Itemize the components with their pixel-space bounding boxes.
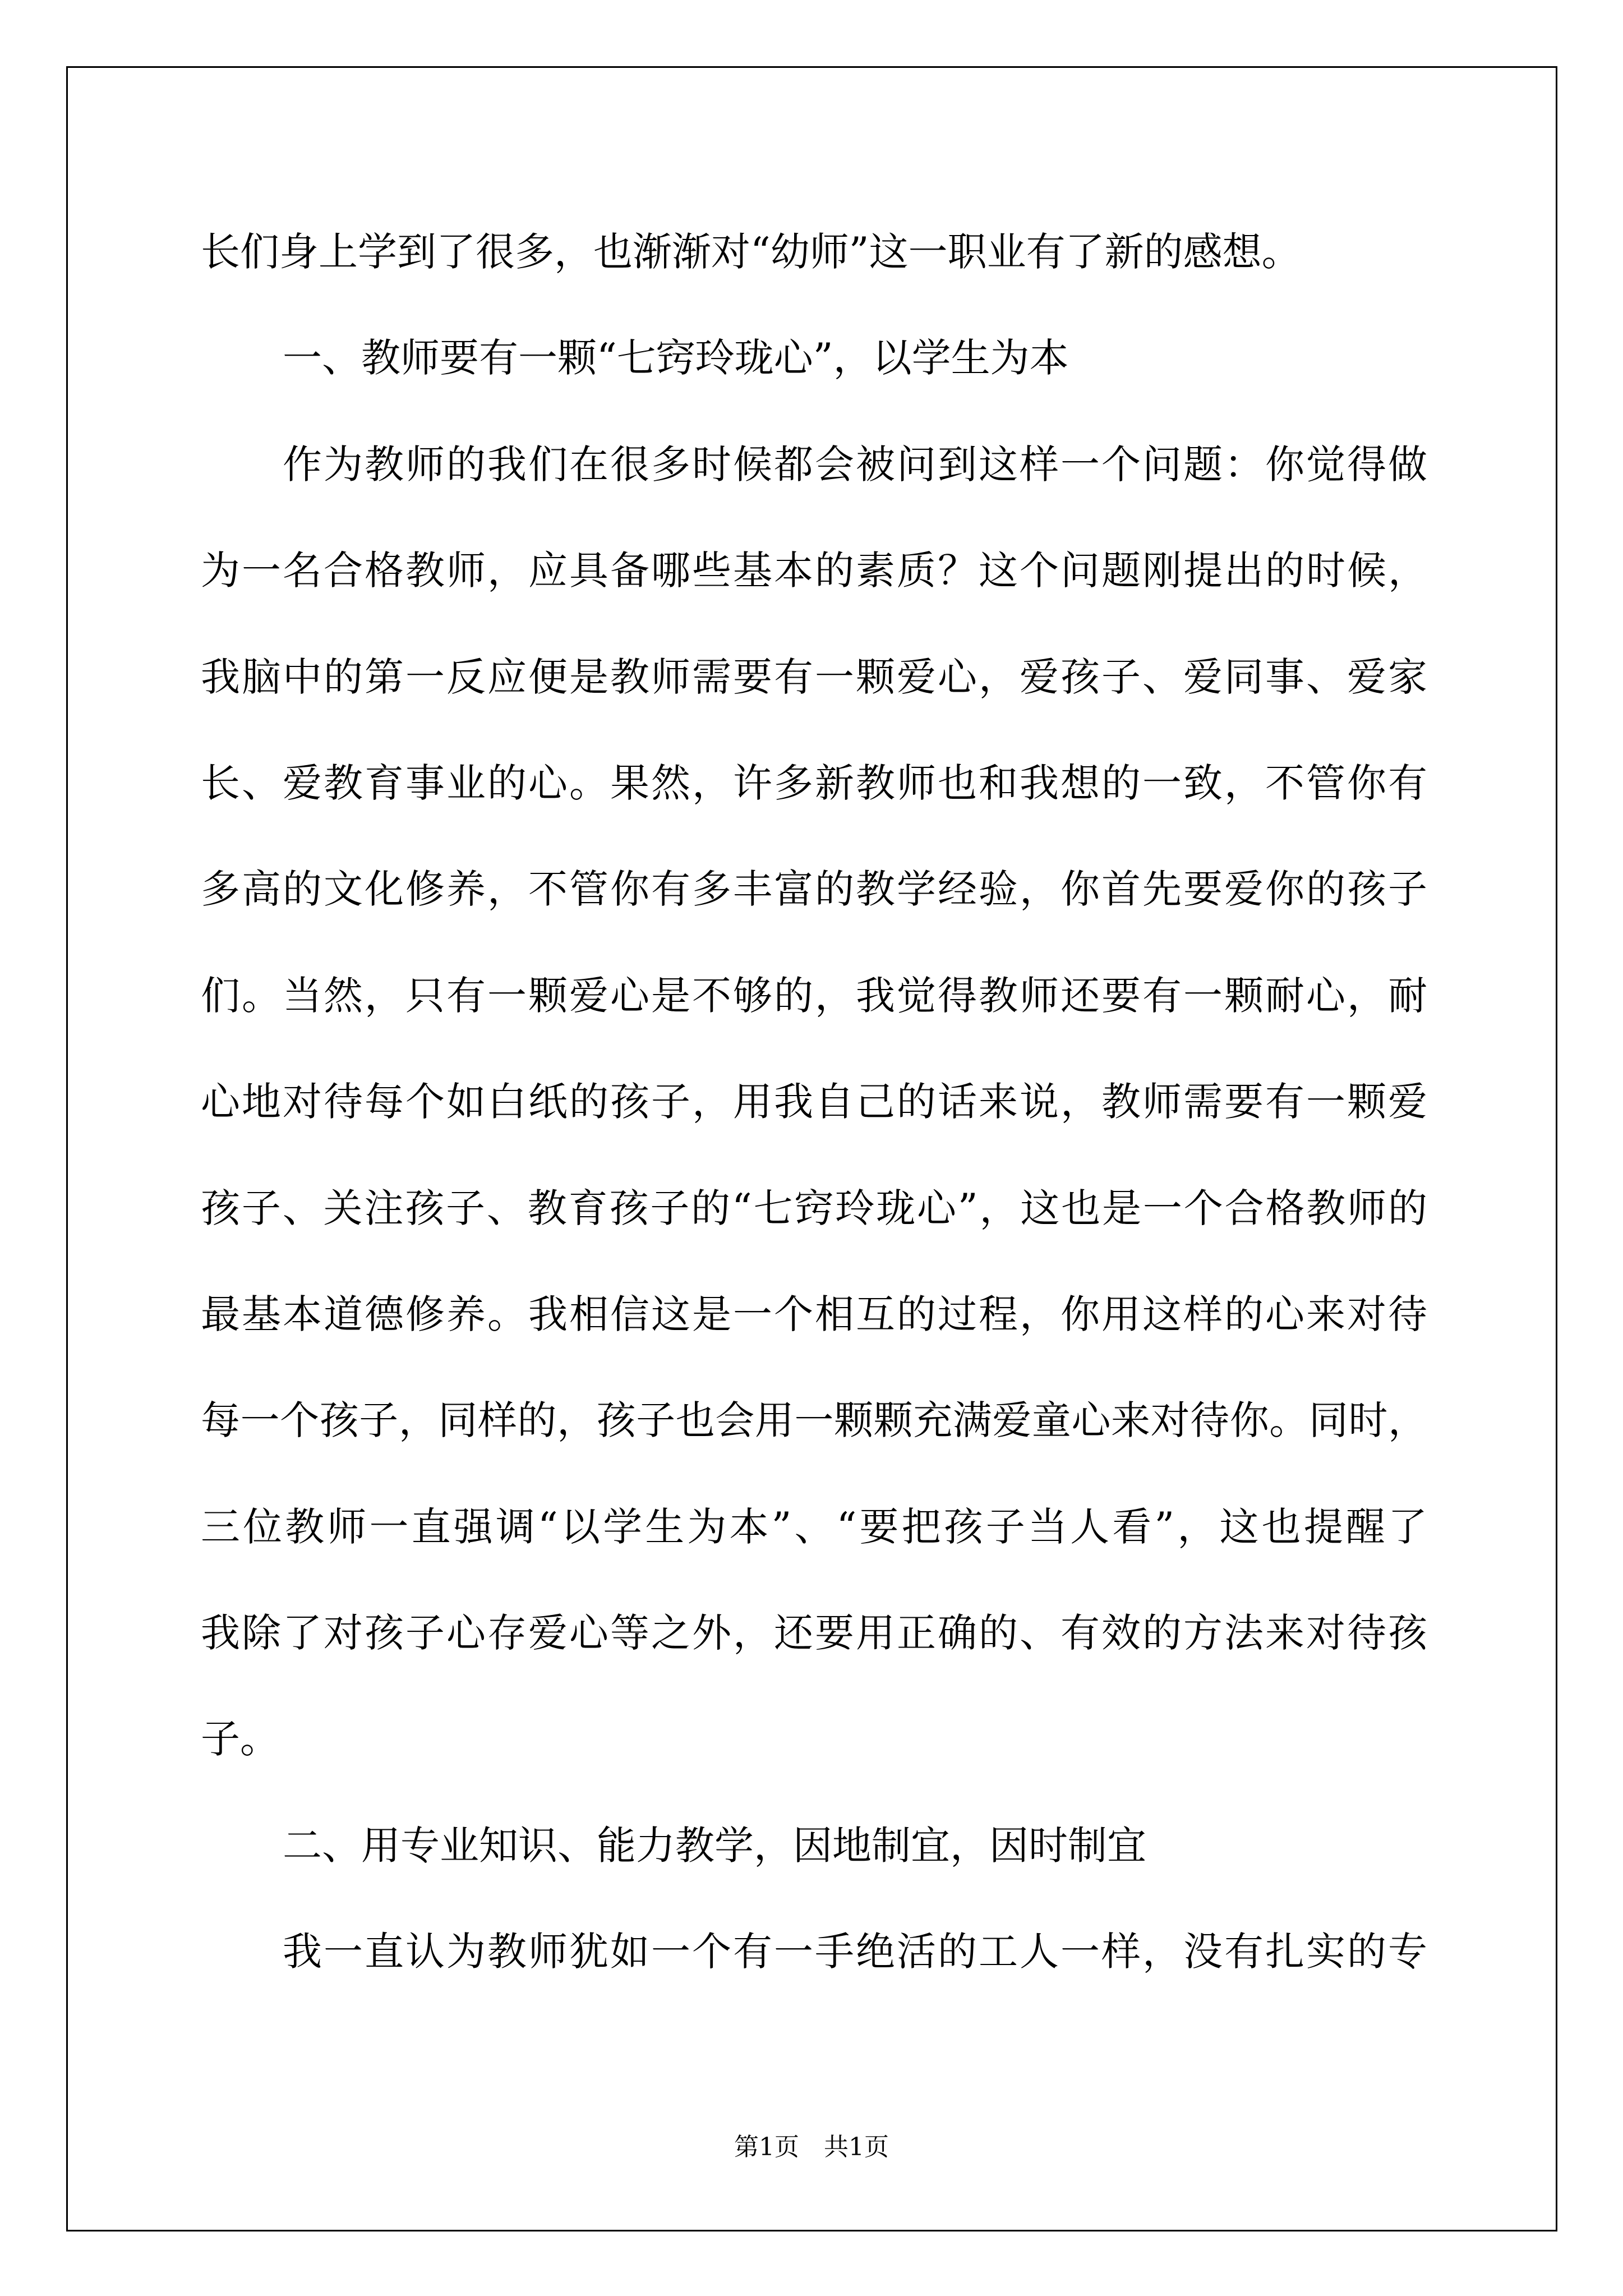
section-heading-1: 一、教师要有一颗“七窍玲珑心”，以学生为本: [283, 335, 1069, 381]
paragraph-line: 们。当然，只有一颗爱心是不够的，我觉得教师还要有一颗耐心，耐: [201, 972, 1427, 1019]
paragraph-line: 子。: [201, 1716, 279, 1763]
paragraph-line: 最基本道德修养。我相信这是一个相互的过程，你用这样的心来对待: [201, 1291, 1427, 1337]
paragraph-line: 为一名合格教师，应具备哪些基本的素质？这个问题刚提出的时候，: [201, 547, 1427, 594]
paragraph-line: 心地对待每个如白纸的孩子，用我自己的话来说，教师需要有一颗爱: [201, 1079, 1427, 1125]
document-body: [201, 199, 1427, 2005]
page-number: 第1页: [734, 2133, 799, 2161]
paragraph-line: 每一个孩子，同样的，孩子也会用一颗颗充满爱童心来对待你。同时，: [201, 1397, 1427, 1444]
paragraph-line: 我一直认为教师犹如一个有一手绝活的工人一样，没有扎实的专: [283, 1929, 1427, 1975]
page-footer: [0, 2132, 1623, 2163]
paragraph-line: 作为教师的我们在很多时候都会被问到这样一个问题：你觉得做: [283, 441, 1427, 487]
page-total: 共1页: [824, 2133, 889, 2161]
paragraph-line: 长、爱教育事业的心。果然，许多新教师也和我想的一致，不管你有: [201, 760, 1427, 806]
continuation-line: 长们身上学到了很多，也渐渐对“幼师”这一职业有了新的感想。: [201, 229, 1301, 275]
section-heading-2: 二、用专业知识、能力教学，因地制宜，因时制宜: [283, 1822, 1146, 1869]
paragraph-line: 多高的文化修养，不管你有多丰富的教学经验，你首先要爱你的孩子: [201, 866, 1427, 913]
paragraph-line: 孩子、关注孩子、教育孩子的“七窍玲珑心”，这也是一个合格教师的: [201, 1185, 1427, 1231]
paragraph-line: 我脑中的第一反应便是教师需要有一颗爱心，爱孩子、爱同事、爱家: [201, 654, 1427, 700]
paragraph-line: 三位教师一直强调“以学生为本”、“要把孩子当人看”，这也提醒了: [201, 1503, 1427, 1550]
paragraph-line: 我除了对孩子心存爱心等之外，还要用正确的、有效的方法来对待孩: [201, 1610, 1427, 1657]
